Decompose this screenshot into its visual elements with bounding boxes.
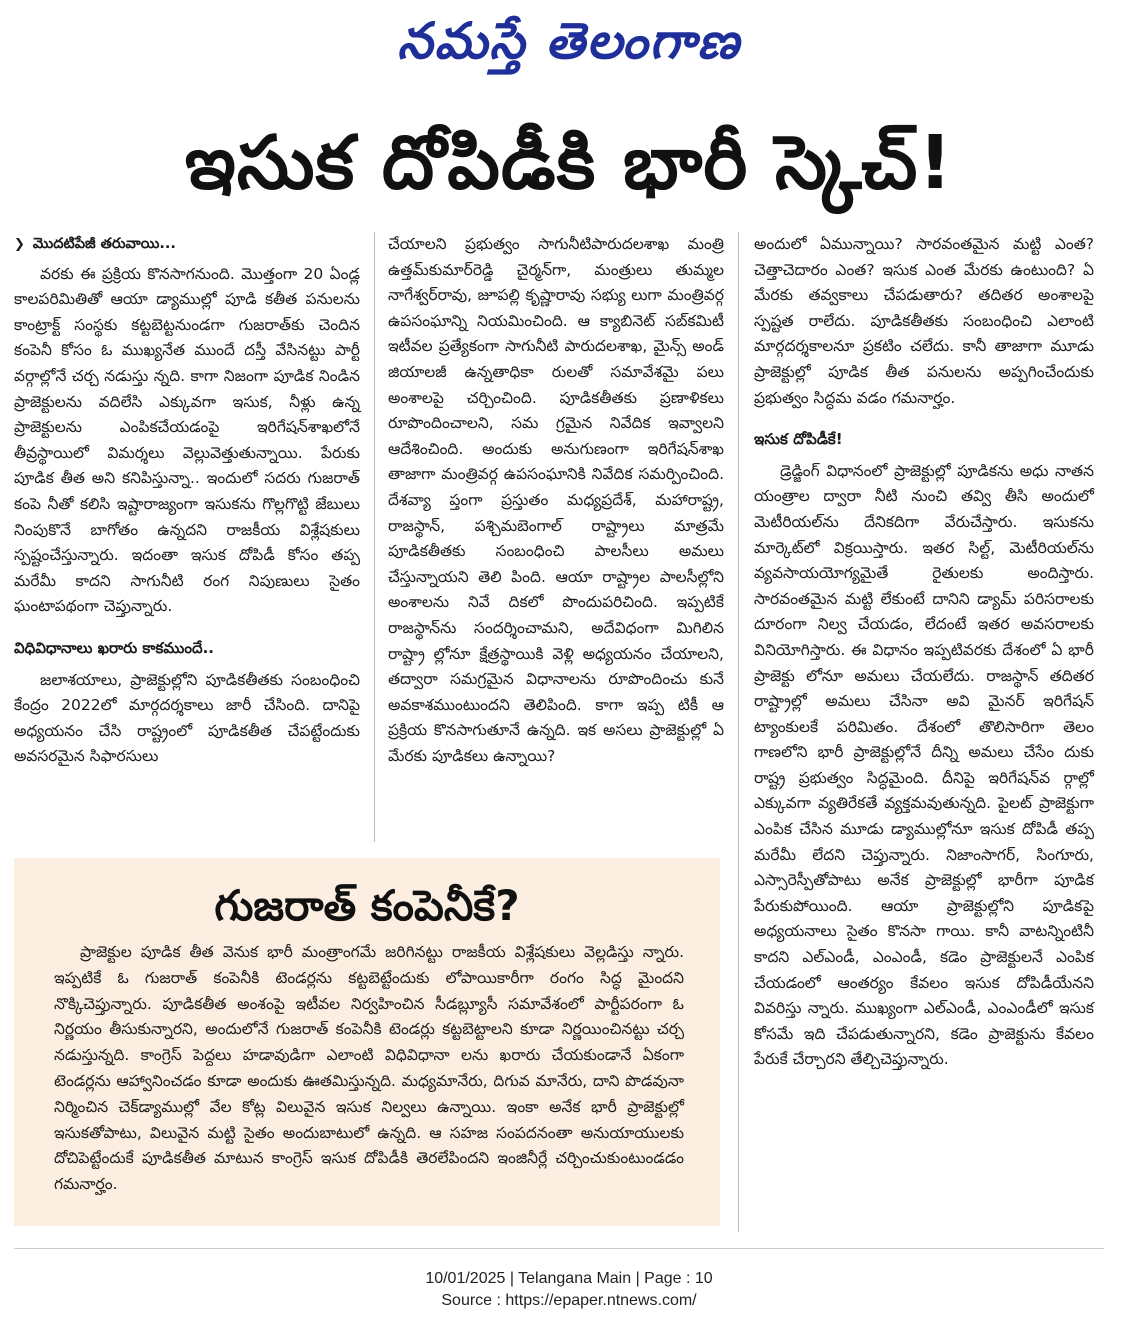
body-paragraph: చేయాలని ప్రభుత్వం సాగునీటిపారుదలశాఖ మంత్రి ఉత్తమ్‌కుమార్‌రెడ్డి చైర్మన్‌గా, మంత్రులు తుమ్మల నాగేశ్వర్‌రావు, జూపల్లి కృష్ణారావు సభ్యు లుగా మంత్రివర్గ ఉపసంఘాన్ని నియమించింది. ఆ క్యాబినెట్ సబ్‌కమిటీ ఇటీవల ప్రత్యేకంగా సాగునీటి పారుదలశాఖ, మైన్స్ అండ్ జియాలజీ ఉన్నతాధికా రులతో సమావేశమై పలు అంశాలపై చర్చించింది. పూడికతీతకు ప్రణాళికలు రూపొందించాలని, సమ గ్రమైన నివేదిక ఇవ్వాలని ఆదేశించింది. అందుకు అనుగుణంగా ఇరిగేషన్‌శాఖ తాజాగా మంత్రివర్గ ఉపసంఘానికి నివేదిక సమర్పించింది. దేశవ్యా ప్తంగా ప్రస్తుతం మధ్యప్రదేశ్, మహారాష్ట్ర, రాజస్థాన్, పశ్చిమబెంగాల్ రాష్ట్రాలు మాత్రమే పూడికతీతకు సంబంధించి పాలసీలు అమలు చేస్తున్నాయని తెలి పింది. ఆయా రాష్ట్రాల పాలసీల్లోని అంశాలను నివే దికలో పొందుపరిచింది. ఇప్పటికే రాజస్థాన్‌ను సందర్శించామని, అదేవిధంగా మిగిలిన రాష్ట్రా ల్లోనూ క్షేత్రస్థాయికి వెళ్లి అధ్యయనం చేయాలని, తద్వారా సమగ్రమైన విధానాలను రూపొందించు కునే అవకాశముంటుందని తెలిపింది. కాగా ఇప్ప టికీ ఆ ప్రక్రియ కొనసాగుతూనే ఉన్నది. ఇక అసలు ప్రాజెక్టుల్లో ఏ మేరకు పూడికలు ఉన్నాయి? [388, 235, 724, 765]
edition-info: 10/01/2025 | Telangana Main | Page : 10 [425, 1270, 713, 1287]
subheading: విధివిధానాలు ఖరారు కాకముందే.. [14, 638, 214, 657]
continued-label: మొదటిపేజీ తరువాయి... [32, 236, 176, 252]
page-footer [0, 1268, 1138, 1312]
body-paragraph: జలాశయాలు, ప్రాజెక్టుల్లోని పూడికతీతకు సంబంధించి కేంద్రం 2022లో మార్గదర్శకాలు జారీ చేసింది. దానిపై అధ్యయనం చేసి రాష్ట్రంలో పూడికతీత చేపట్టేందుకు అవసరమైన సిఫారసులు [14, 670, 360, 766]
newspaper-logo: నమస్తే తెలంగాణ [397, 12, 741, 70]
article-column-2 [388, 232, 724, 769]
column-divider [374, 232, 375, 842]
subheading: ఇసుక దోపిడీకే! [754, 430, 843, 449]
body-paragraph: ప్రాజెక్టుల పూడిక తీత వెనుక భారీ మంత్రాంగమే జరిగినట్టు రాజకీయ విశ్లేషకులు వెల్లడిస్తు న్నారు. ఇప్పటికే ఓ గుజరాత్ కంపెనీకి టెండర్లను కట్టబెట్టేందుకు లోపాయికారీగా రంగం సిద్ధ మైందని నొక్కిచెప్తున్నారు. పూడికతీత అంశంపై ఇటీవల నిర్వహించిన సీడబ్ల్యూసీ సమావేశంలో పార్టీపరంగా ఓ నిర్ణయం తీసుకున్నారని, అందులోనే గుజరాత్ కంపెనీకి టెండర్లు కట్టబెట్టాలని కూడా నిర్ణయించినట్టు చర్చ నడుస్తున్నది. కాంగ్రెస్ పెద్దలు హడావుడిగా ఎలాంటి విధివిధానా లను ఖరారు చేయకుండానే ఏకంగా టెండర్లను ఆహ్వానించడం కూడా అందుకు ఊతమిస్తున్నది. మధ్యమానేరు, దిగువ మానేరు, దాని పొడవునా నిర్మించిన చెక్‌డ్యాముల్లో వేల కోట్ల విలువైన ఇసుక నిల్వలు ఉన్నాయి. ఇంకా అనేక భారీ ప్రాజెక్టుల్లో ఇసుకతోపాటు, విలువైన మట్టి సైతం అందుబాటులో ఉన్నది. ఆ సహజ సంపదనంతా అనుయాయులకు దోచిపెట్టేందుకే పూడికతీత మాటున కాంగ్రెస్ ఇసుక దోపిడీకి తెరలేపిందని ఇంజినీర్లే చర్చించుకుంటుండడం గమనార్హం. [54, 943, 684, 1194]
source-link[interactable]: Source : https://epaper.ntnews.com/ [441, 1292, 697, 1309]
article-column-3 [754, 232, 1094, 1073]
body-paragraph: అందులో ఏమున్నాయి? సారవంతమైన మట్టి ఎంత? చెత్తాచెదారం ఎంత? ఇసుక ఎంత మేరకు ఉంటుంది? ఏ మేరకు తవ్వకాలు చేపడుతారు? తదితర అంశాలపై స్పష్టత రాలేదు. పూడికతీతకు సంబంధించి ఎలాంటి మార్గదర్శకాలనూ ప్రకటిం చలేదు. కానీ తాజాగా మూడు ప్రాజెక్టుల్లో పూడిక తీత పనులను అప్పగించేందుకు ప్రభుత్వం సిద్ధమ వడం గమనార్హం. [754, 235, 1094, 407]
footer-divider [14, 1248, 1104, 1249]
article-column-1 [14, 232, 360, 770]
sidebar-box [14, 858, 720, 1226]
continued-from-front-page [14, 232, 360, 258]
body-paragraph: డ్రెడ్జింగ్ విధానంలో ప్రాజెక్టుల్లో పూడికను అధు నాతన యంత్రాల ద్వారా నీటి నుంచి తవ్వి తీసి అందులో మెటీరియల్‌ను దేనికదిగా వేరుచేస్తారు. ఇసుకను మార్కెట్‌లో విక్రయిస్తారు. ఇతర సిల్ట్, మెటీరియల్‌ను వ్యవసాయయోగ్యమైతే రైతులకు అందిస్తారు. సారవంతమైన మట్టి లేకుంటే దానిని డ్యామ్ పరిసరాలకు దూరంగా నిల్వ చేయడం, లేదంటే ఇతర అవసరాలకు వినియోగిస్తారు. ఈ విధానం ఇప్పటివరకు దేశంలో ఏ భారీ ప్రాజెక్టు లోనూ అమలు చేయలేదు. రాజస్థాన్ తదితర రాష్ట్రాల్లో అమలు చేసినా అవి మైనర్ ఇరిగేషన్ ట్యాంకులకే పరిమితం. దేశంలో తొలిసారిగా తెలం గాణలోని భారీ ప్రాజెక్టుల్లోనే దీన్ని అమలు చేసేం దుకు రాష్ట్ర ప్రభుత్వం సిద్ధమైంది. దీనిపై ఇరిగేషన్‌వ ర్గాల్లో ఎక్కువగా వ్యతిరేకతే వ్యక్తమవుతున్నది. పైలట్ ప్రాజెక్టుగా ఎంపిక చేసిన మూడు డ్యాముల్లోనూ ఇసుక దోపిడీ తప్ప మరేమీ లేదని చెప్తున్నారు. నిజాంసాగర్, సింగూరు, ఎస్సారెస్పీతోపాటు అనేక ప్రాజెక్టుల్లో భారీగా పూడిక పేరుకుపోయింది. ఆయా ప్రాజెక్టుల్లోని పూడికపై అధ్యయనాలు సైతం కొనసా గాయి. కానీ వాటన్నింటినీ కాదని ఎల్‌ఎండీ, ఎంఎండీ, కడెం ప్రాజెక్టులనే ఎంపిక చేయడంలో ఆంతర్యం కేవలం ఇసుక దోపిడీయేనని వివరిస్తు న్నారు. ముఖ్యంగా ఎల్‌ఎండీ, ఎంఎండీలో ఇసుక కోసమే ఇది చేపడుతున్నారని, కడెం ప్రాజెక్టును కేవలం పేరుకే చేర్చారని తేల్చిచెప్తున్నారు. [754, 461, 1094, 1069]
sidebar-box-title: గుజరాత్ కంపెనీకే? [214, 881, 520, 930]
body-paragraph: వరకు ఈ ప్రక్రియ కొనసాగనుంది. మొత్తంగా 20 ఏండ్ల కాలపరిమితితో ఆయా డ్యాముల్లో పూడి కతీత పనులను కాంట్రాక్ట్ సంస్థకు కట్టబెట్టనుండగా గుజరాత్‌కు చెందిన కంపెనీ కోసం ఓ ముఖ్యనేత ముందే దస్తీ వేసినట్టు పార్టీ వర్గాల్లోనే చర్చ నడుస్తు న్నది. కాగా నిజంగా పూడిక నిండిన ప్రాజెక్టులను వదిలేసి ఎక్కువగా ఇసుక, నీళ్లు ఉన్న ప్రాజెక్టులను ఎంపికచేయడంపై ఇరిగేషన్‌శాఖలోనే తీవ్రస్థాయిలో విమర్శలు వెల్లువెత్తుతున్నాయి. పేరుకు పూడిక తీత అని కనిపిస్తున్నా.. ఇందులో సదరు గుజరాత్ కంపె నీతో కలిసి ఇష్టారాజ్యంగా ఇసుకను గొల్లగొట్టి జేబులు నింపుకొనే బాగోతం ఉన్నదని రాజకీయ విశ్లేషకులు స్పష్టంచేస్తున్నారు. ఇదంతా ఇసుక దోపిడీ కోసం తప్ప మరేమీ కాదని సాగునీటి రంగ నిపుణులు సైతం ఘంటాపథంగా చెప్తున్నారు. [14, 264, 360, 616]
sidebar-box-body [54, 940, 684, 1198]
column-divider [738, 232, 739, 1232]
article-headline: ఇసుక దోపిడీకి భారీ స్కెచ్! [184, 120, 954, 206]
chevron-right-icon: ❯ [14, 237, 25, 252]
